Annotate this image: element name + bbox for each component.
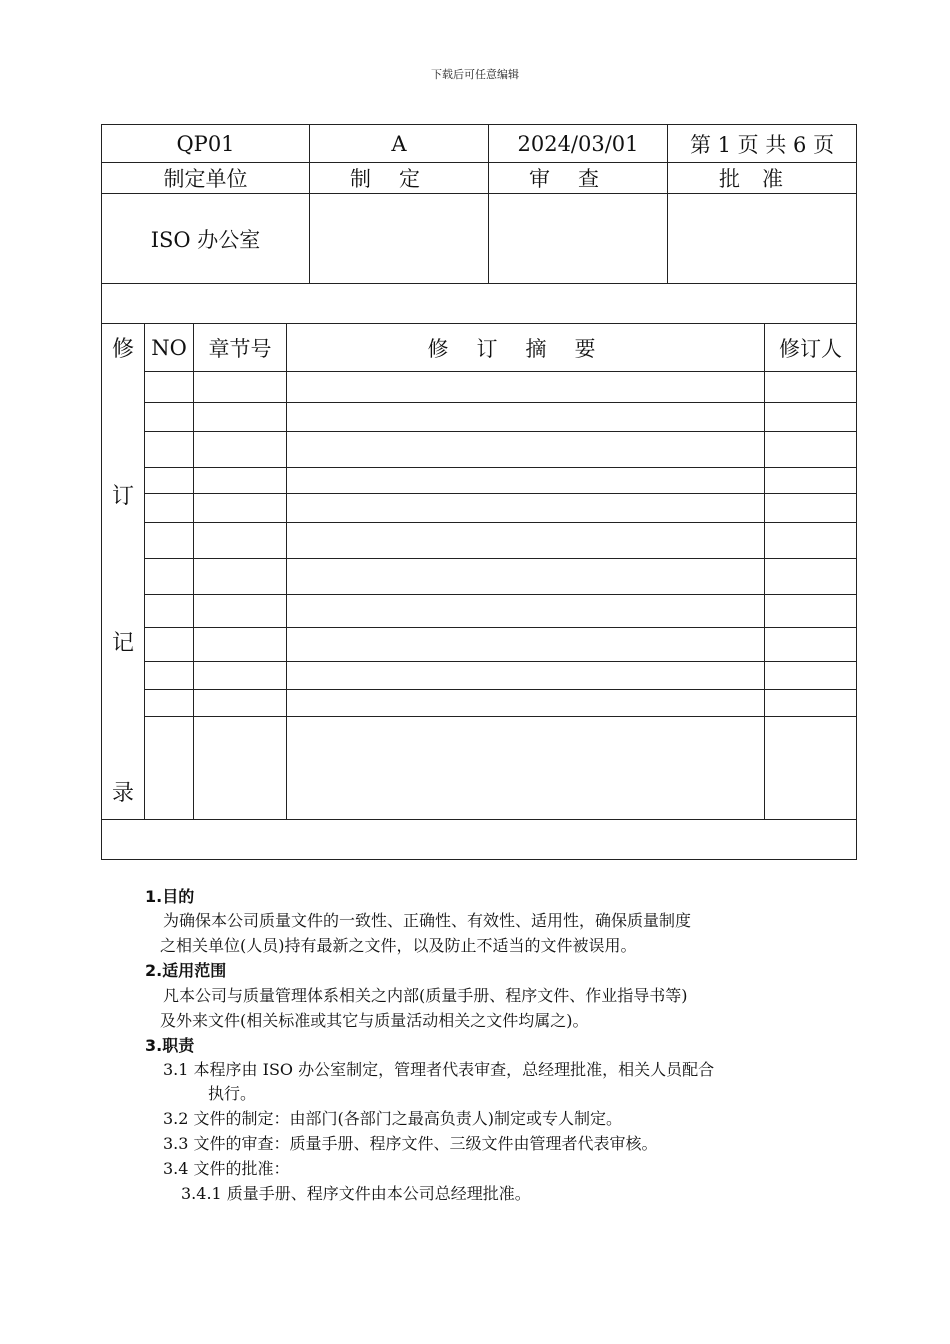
review-label: 审查 — [489, 163, 668, 194]
scope-text-line: 及外来文件(相关标准或其它与质量活动相关之文件均属之)。 — [160, 1011, 589, 1030]
no-header: NO — [145, 324, 194, 372]
duty-item: 3.4 文件的批准： — [163, 1159, 290, 1178]
revision-label-char: 修 — [111, 337, 134, 362]
approve-label: 批准 — [668, 163, 857, 194]
made-label: 制定 — [310, 163, 489, 194]
revision-label-char: 录 — [111, 781, 134, 806]
unit-label: 制定单位 — [102, 163, 310, 194]
reviser-header: 修订人 — [765, 324, 857, 372]
chapter-header: 章节号 — [194, 324, 287, 372]
watermark-text: 下载后可任意编辑 — [431, 68, 519, 81]
doc-number-cell: QP01 — [102, 125, 310, 163]
date-cell: 2024/03/01 — [489, 125, 668, 163]
revision-label-char: 记 — [111, 631, 134, 656]
revision-label-char: 订 — [111, 484, 134, 509]
unit-value: ISO 办公室 — [102, 194, 310, 284]
duty-sub-item: 3.4.1 质量手册、程序文件由本公司总经理批准。 — [181, 1184, 531, 1203]
section-purpose-title: 1.目的 — [145, 887, 195, 906]
duty-item: 3.1 本程序由 ISO 办公室制定，管理者代表审查，总经理批准，相关人员配合 — [163, 1060, 715, 1079]
section-scope-title: 2.适用范围 — [145, 961, 227, 980]
purpose-text-line: 之相关单位(人员)持有最新之文件，以及防止不适当的文件被误用。 — [160, 936, 637, 955]
section-duties-title: 3.职责 — [145, 1036, 195, 1055]
version-cell: A — [310, 125, 489, 163]
duty-item: 3.2 文件的制定：由部门(各部门之最高负责人)制定或专人制定。 — [163, 1109, 623, 1128]
purpose-text-line: 为确保本公司质量文件的一致性、正确性、有效性、适用性，确保质量制度 — [163, 911, 692, 930]
duty-item: 3.3 文件的审查：质量手册、程序文件、三级文件由管理者代表审核。 — [163, 1134, 658, 1153]
summary-header: 修订摘要 — [287, 324, 765, 372]
page-number-cell: 第 1 页 共 6 页 — [668, 125, 857, 163]
duty-item-continuation: 执行。 — [208, 1084, 257, 1103]
scope-text-line: 凡本公司与质量管理体系相关之内部(质量手册、程序文件、作业指导书等) — [163, 986, 688, 1005]
